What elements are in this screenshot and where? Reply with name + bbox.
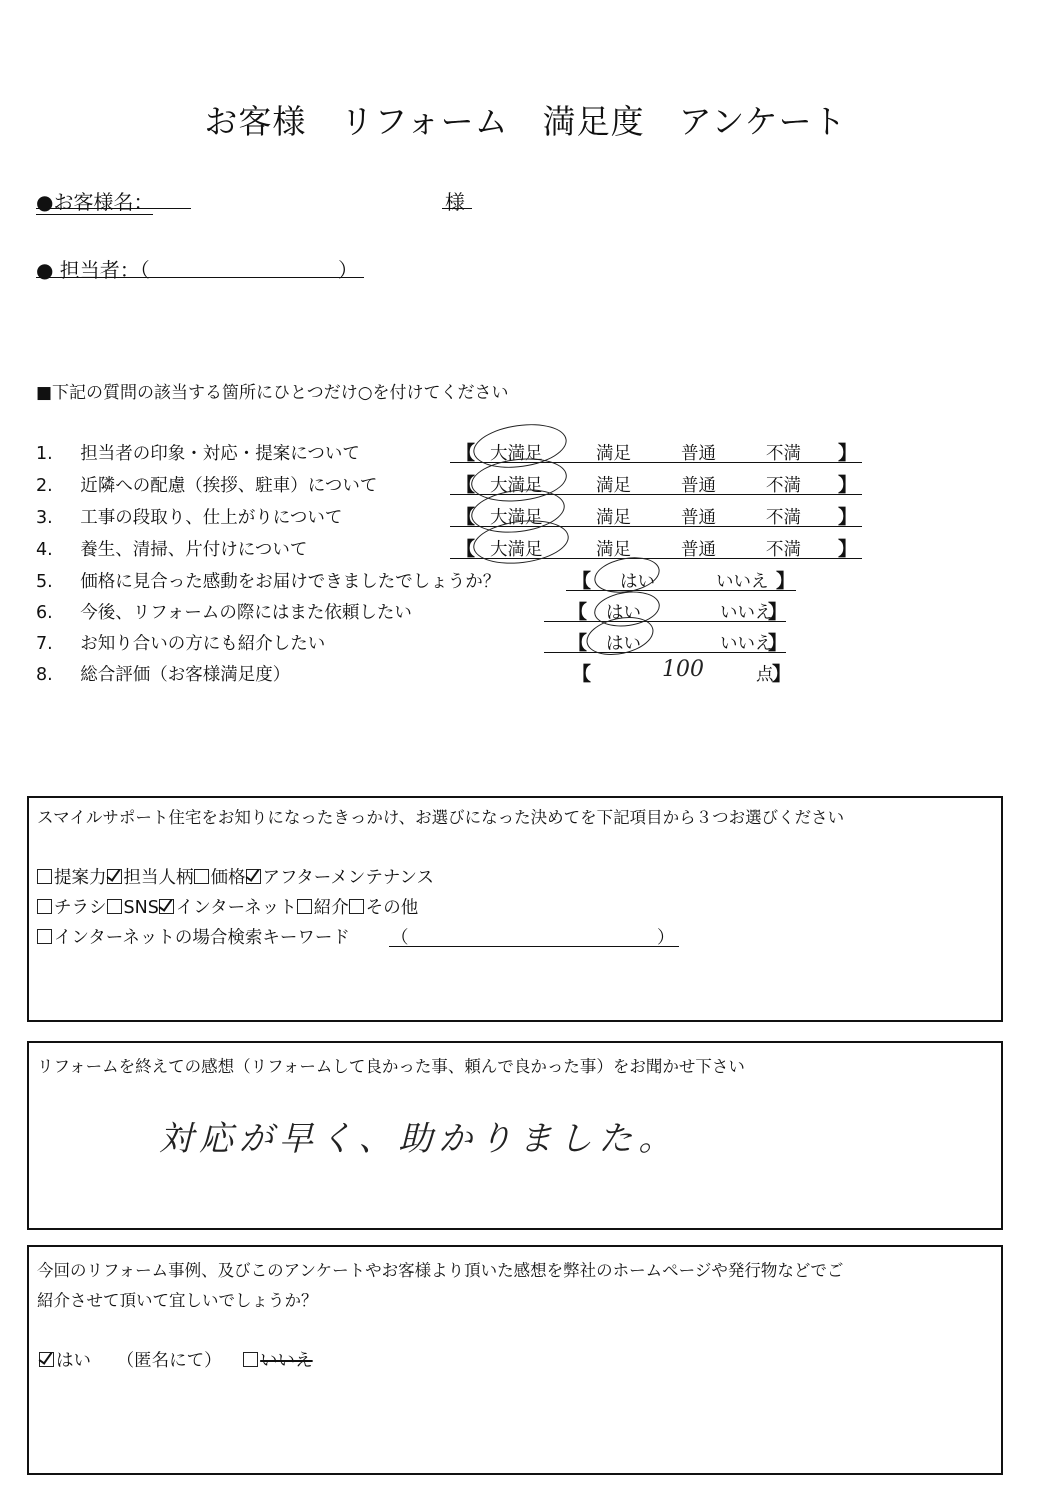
- source-heading: スマイルサポート住宅をお知りになったきっかけ、お選びになった決めてを下記項目から３つお選びください: [37, 808, 845, 827]
- permission-options: [39, 1347, 313, 1372]
- question-number: 1.: [36, 444, 53, 464]
- checkbox-proposal[interactable]: [37, 868, 107, 888]
- option-dissatisfied[interactable]: 不満: [766, 540, 801, 560]
- customer-name-label: ●お客様名：: [36, 190, 154, 214]
- bracket-open: 【: [572, 570, 592, 592]
- option-satisfied[interactable]: 満足: [596, 444, 631, 464]
- bracket-open: 【: [456, 538, 476, 560]
- score-unit: 点: [756, 665, 774, 685]
- option-satisfied[interactable]: 満足: [596, 508, 631, 528]
- question-text: 担当者の印象・対応・提案について: [80, 444, 360, 464]
- staff-close: ）: [338, 258, 358, 282]
- bracket-close: 】: [772, 663, 792, 685]
- source-row-2: [37, 894, 418, 919]
- question-1: [36, 440, 360, 465]
- option-very-satisfied[interactable]: 大満足: [490, 508, 543, 528]
- option-label: 担当人柄: [123, 868, 194, 888]
- option-label: インターネットの場合検索キーワード: [54, 928, 350, 948]
- question-number: 6.: [36, 603, 53, 623]
- checkbox-icon: [243, 1352, 258, 1367]
- option-very-satisfied[interactable]: 大満足: [490, 444, 543, 464]
- option-label: アフターメンテナンス: [262, 868, 434, 888]
- bracket-open: 【: [456, 442, 476, 464]
- question-number: 4.: [36, 540, 53, 560]
- checkbox-icon: [107, 899, 122, 914]
- option-label: 提案力: [54, 868, 107, 888]
- option-label: SNS: [123, 898, 159, 918]
- checkbox-icon: [37, 869, 52, 884]
- bracket-close: 】: [768, 601, 788, 623]
- permission-section: [27, 1245, 1003, 1475]
- question-2: [36, 472, 377, 497]
- impression-heading: リフォームを終えての感想（リフォームして良かった事、頼んで良かった事）をお聞かせ下さい: [37, 1057, 745, 1076]
- source-row-3: [37, 924, 350, 949]
- bracket-close: 】: [838, 474, 858, 496]
- checkbox-icon: [349, 899, 364, 914]
- checkbox-keyword[interactable]: [37, 928, 350, 948]
- question-3: [36, 504, 342, 529]
- bracket-close: 】: [838, 538, 858, 560]
- question-6: [36, 599, 412, 624]
- bracket-open: 【: [456, 506, 476, 528]
- question-4: [36, 536, 307, 561]
- option-yes: はい: [56, 1351, 91, 1371]
- option-satisfied[interactable]: 満足: [596, 476, 631, 496]
- question-text: 総合評価（お客様満足度）: [80, 665, 291, 685]
- checkbox-permission-yes[interactable]: [39, 1351, 91, 1371]
- impression-answer[interactable]: 対応が早く、助かりました。: [159, 1119, 679, 1159]
- keyword-field[interactable]: [389, 924, 679, 947]
- question-number: 3.: [36, 508, 53, 528]
- option-label: 価格: [210, 868, 246, 888]
- option-very-satisfied[interactable]: 大満足: [490, 476, 543, 496]
- option-satisfied[interactable]: 満足: [596, 540, 631, 560]
- checkbox-checked-icon: [159, 899, 174, 914]
- checkbox-after-maintenance[interactable]: [246, 868, 435, 888]
- keyword-close: ）: [657, 928, 675, 948]
- question-8: [36, 661, 290, 686]
- checkbox-other[interactable]: [349, 898, 419, 918]
- option-dissatisfied[interactable]: 不満: [766, 508, 801, 528]
- source-row-1: [37, 864, 434, 889]
- option-no[interactable]: いいえ: [720, 634, 773, 654]
- source-section: [27, 796, 1003, 1022]
- bracket-open: 【: [456, 474, 476, 496]
- checkbox-icon: [297, 899, 312, 914]
- checkbox-icon: [37, 929, 52, 944]
- option-no[interactable]: いいえ: [720, 603, 773, 623]
- score-row: [566, 657, 792, 685]
- bracket-open: 【: [568, 632, 588, 654]
- option-label: その他: [365, 898, 419, 918]
- bracket-open: 【: [572, 663, 592, 685]
- option-dissatisfied[interactable]: 不満: [766, 476, 801, 496]
- question-text: 価格に見合った感動をお届けできましたでしょうか？: [80, 572, 501, 592]
- question-number: 2.: [36, 476, 53, 496]
- bracket-close: 】: [776, 570, 796, 592]
- question-number: 7.: [36, 634, 53, 654]
- impression-section: [27, 1041, 1003, 1230]
- staff-line: [36, 277, 364, 278]
- option-normal[interactable]: 普通: [681, 508, 716, 528]
- checkbox-sns[interactable]: [107, 898, 159, 918]
- option-no: いいえ: [260, 1351, 313, 1371]
- question-text: 近隣への配慮（挨拶、駐車）について: [80, 476, 378, 496]
- anonymous-label: （匿名にて）: [116, 1351, 222, 1371]
- option-dissatisfied[interactable]: 不満: [766, 444, 801, 464]
- bracket-open: 【: [568, 601, 588, 623]
- checkbox-checked-icon: [246, 869, 261, 884]
- option-label: チラシ: [54, 898, 107, 918]
- option-yes[interactable]: はい: [606, 634, 641, 654]
- instruction-text: ■下記の質問の該当する箇所にひとつだけ○を付けてください: [36, 383, 509, 403]
- question-5: [36, 568, 500, 593]
- bracket-close: 】: [838, 506, 858, 528]
- option-normal[interactable]: 普通: [681, 476, 716, 496]
- checkbox-checked-icon: [107, 869, 122, 884]
- checkbox-internet[interactable]: [159, 898, 297, 918]
- option-yes[interactable]: はい: [620, 572, 655, 592]
- option-no[interactable]: いいえ: [716, 572, 769, 592]
- bracket-close: 】: [768, 632, 788, 654]
- yesno-row-7[interactable]: [544, 628, 786, 653]
- option-normal[interactable]: 普通: [681, 540, 716, 560]
- option-label: インターネット: [175, 898, 297, 918]
- checkbox-permission-no[interactable]: [243, 1351, 313, 1371]
- customer-name-row: [36, 186, 153, 215]
- permission-heading-line2: 紹介させて頂いて宜しいでしょうか？: [37, 1291, 318, 1310]
- keyword-open: （: [391, 928, 409, 948]
- question-text: お知り合いの方にも紹介したい: [80, 634, 326, 654]
- option-label: 紹介: [313, 898, 349, 918]
- question-text: 今後、リフォームの際にはまた依頼したい: [80, 603, 412, 623]
- question-text: 工事の段取り、仕上がりについて: [80, 508, 343, 528]
- bracket-close: 】: [838, 442, 858, 464]
- customer-suffix: 様: [445, 190, 465, 214]
- score-value[interactable]: 100: [662, 657, 704, 682]
- option-very-satisfied[interactable]: 大満足: [490, 540, 543, 560]
- question-7: [36, 630, 325, 655]
- option-yes[interactable]: はい: [606, 603, 641, 623]
- permission-heading-line1: 今回のリフォーム事例、及びこのアンケートやお客様より頂いた感想を弊社のホームページや発行物などでご: [37, 1261, 844, 1280]
- staff-label: ● 担当者：（: [36, 258, 150, 282]
- checkbox-icon: [194, 869, 209, 884]
- option-normal[interactable]: 普通: [681, 444, 716, 464]
- checkbox-icon: [37, 899, 52, 914]
- checkbox-price[interactable]: [194, 868, 246, 888]
- question-number: 8.: [36, 665, 53, 685]
- checkbox-referral[interactable]: [297, 898, 349, 918]
- question-text: 養生、清掃、片付けについて: [80, 540, 308, 560]
- checkbox-flyer[interactable]: [37, 898, 107, 918]
- checkbox-checked-icon: [39, 1352, 54, 1367]
- yesno-row-6[interactable]: [544, 597, 786, 622]
- question-number: 5.: [36, 572, 53, 592]
- page-title: お客様 リフォーム 満足度 アンケート: [204, 102, 847, 141]
- customer-name-line: [36, 208, 191, 209]
- checkbox-staff-personality[interactable]: [107, 868, 194, 888]
